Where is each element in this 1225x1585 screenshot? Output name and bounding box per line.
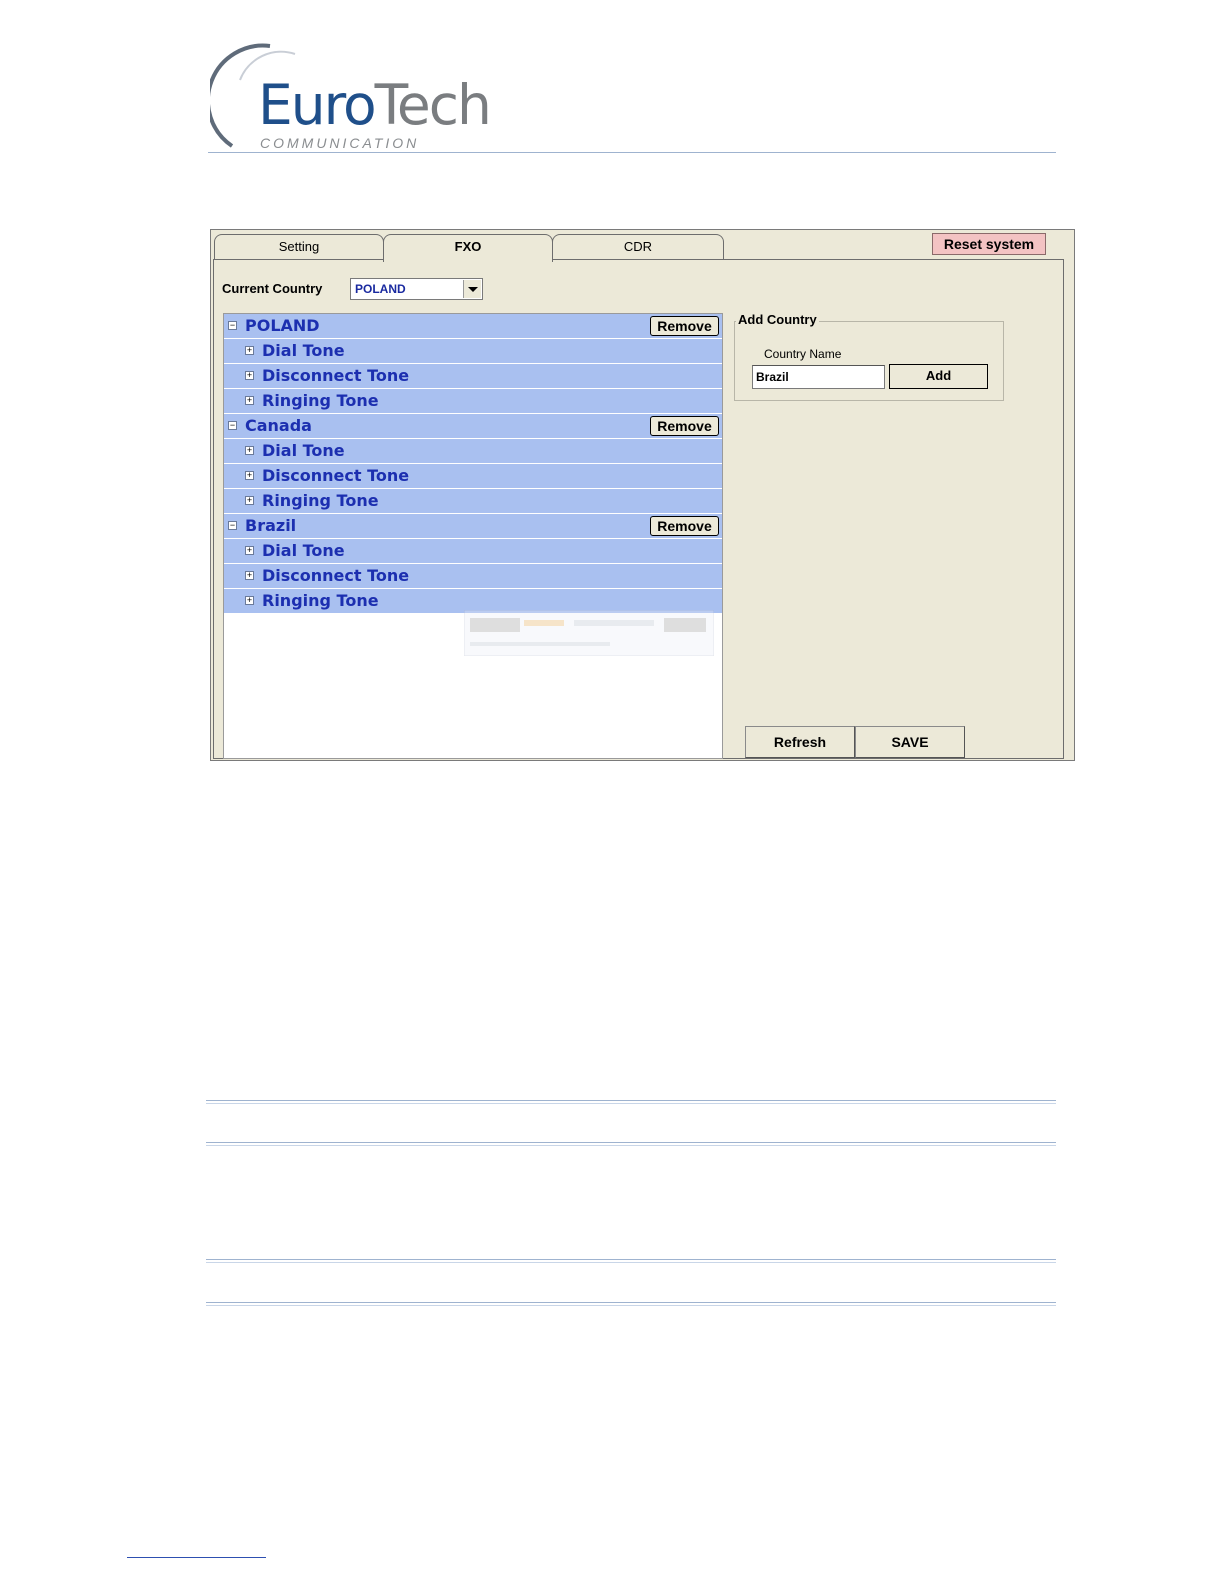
country-name-input[interactable] — [752, 365, 885, 389]
footer-link-underline — [127, 1557, 266, 1558]
current-country-label: Current Country — [222, 281, 323, 296]
country-name: Canada — [245, 416, 312, 435]
tab-fxo[interactable]: FXO — [383, 234, 553, 262]
expand-icon[interactable]: + — [246, 345, 253, 355]
tree-tone-row[interactable] — [224, 489, 722, 514]
current-country-select[interactable] — [350, 278, 483, 300]
country-name: Brazil — [245, 516, 297, 535]
save-button[interactable]: SAVE — [855, 726, 965, 758]
logo-subtitle: COMMUNICATION — [260, 135, 420, 151]
tone-label: Dial Tone — [262, 341, 345, 360]
remove-country-button[interactable]: Remove — [650, 516, 719, 536]
tone-label: Ringing Tone — [262, 391, 379, 410]
add-country-button[interactable]: Add — [889, 364, 988, 389]
tree-tone-row[interactable] — [224, 439, 722, 464]
tree-country-row[interactable] — [224, 414, 722, 439]
add-country-group — [734, 321, 1004, 401]
tone-label: Dial Tone — [262, 441, 345, 460]
dropdown-arrow-icon[interactable] — [463, 280, 481, 298]
country-name: POLAND — [245, 316, 320, 335]
collapse-icon[interactable]: − — [229, 420, 236, 430]
collapse-icon[interactable]: − — [229, 520, 236, 530]
refresh-button[interactable]: Refresh — [745, 726, 855, 758]
expand-icon[interactable]: + — [246, 370, 253, 380]
tone-label: Disconnect Tone — [262, 366, 410, 385]
expand-icon[interactable]: + — [246, 495, 253, 505]
fxo-settings-window — [210, 229, 1075, 761]
remove-country-button[interactable]: Remove — [650, 416, 719, 436]
tree-country-row[interactable] — [224, 314, 722, 339]
expand-icon[interactable]: + — [246, 445, 253, 455]
tone-label: Disconnect Tone — [262, 466, 410, 485]
logo-wordmark — [258, 73, 490, 137]
expand-icon[interactable]: + — [246, 570, 253, 580]
expand-icon[interactable]: + — [246, 595, 253, 605]
logo-euro: Euro — [258, 73, 375, 137]
logo-tech: Tech — [374, 73, 490, 137]
tab-setting[interactable]: Setting — [214, 234, 384, 260]
section-divider — [206, 1302, 1056, 1306]
add-country-title: Add Country — [738, 312, 817, 327]
tree-country-row[interactable] — [224, 514, 722, 539]
tree-tone-row[interactable] — [224, 389, 722, 414]
reset-system-button[interactable]: Reset system — [932, 233, 1046, 255]
collapse-icon[interactable]: − — [229, 320, 236, 330]
faded-window-watermark — [464, 610, 714, 656]
expand-icon[interactable]: + — [246, 395, 253, 405]
tone-label: Ringing Tone — [262, 591, 379, 610]
section-divider — [206, 1259, 1056, 1263]
tab-cdr[interactable]: CDR — [552, 234, 724, 260]
tree-tone-row[interactable] — [224, 364, 722, 389]
tree-tone-row[interactable] — [224, 464, 722, 489]
section-divider — [206, 1142, 1056, 1146]
eurotech-logo — [210, 40, 510, 155]
header-divider — [208, 152, 1056, 153]
country-tone-tree — [223, 313, 723, 759]
tone-label: Dial Tone — [262, 541, 345, 560]
expand-icon[interactable]: + — [246, 470, 253, 480]
tree-tone-row[interactable] — [224, 564, 722, 589]
tone-label: Disconnect Tone — [262, 566, 410, 585]
remove-country-button[interactable]: Remove — [650, 316, 719, 336]
section-divider — [206, 1100, 1056, 1104]
country-name-label: Country Name — [764, 347, 842, 361]
tone-label: Ringing Tone — [262, 491, 379, 510]
tree-tone-row[interactable] — [224, 339, 722, 364]
tree-tone-row[interactable] — [224, 539, 722, 564]
current-country-value: POLAND — [355, 282, 406, 296]
expand-icon[interactable]: + — [246, 545, 253, 555]
